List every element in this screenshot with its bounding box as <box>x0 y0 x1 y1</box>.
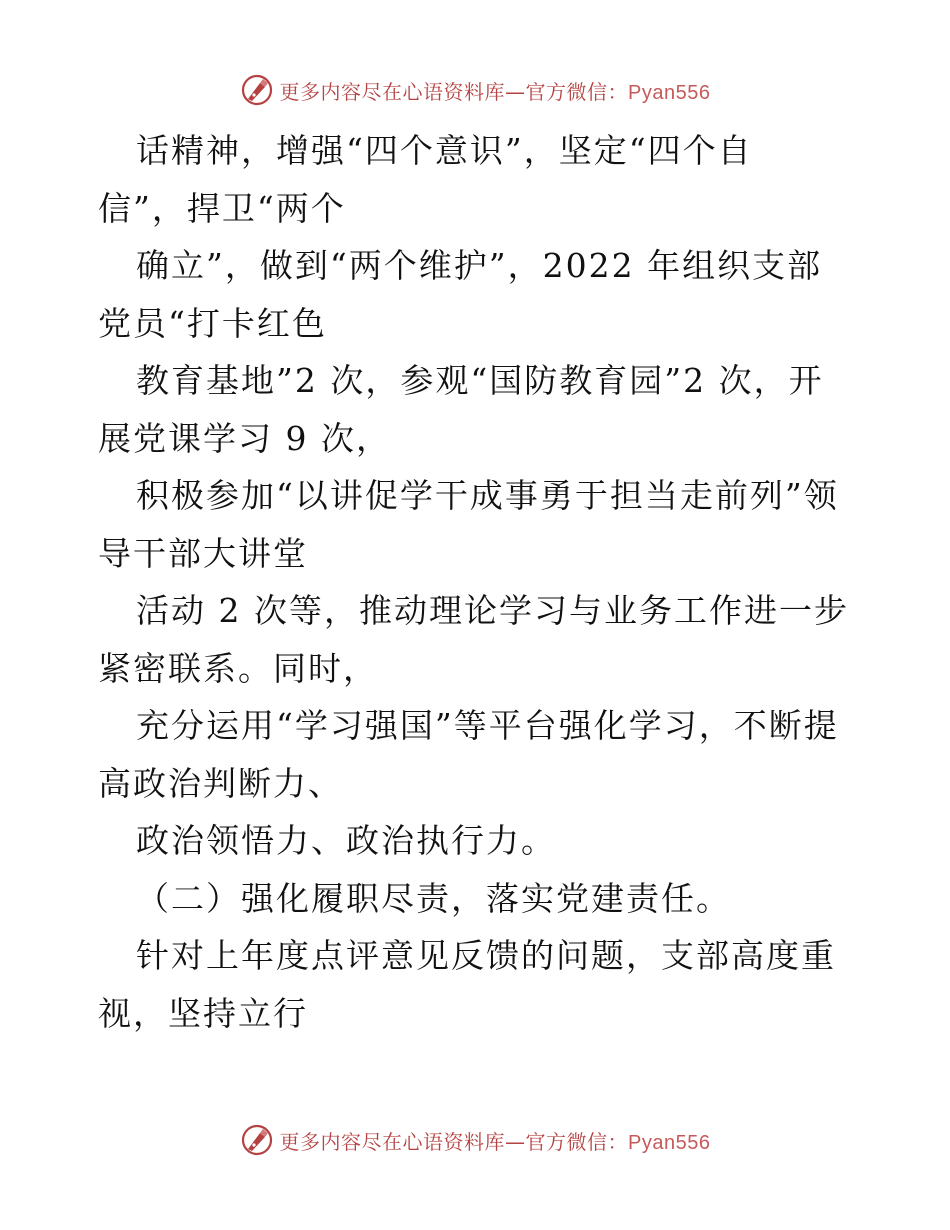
text-line: 积极参加“以讲促学干成事勇于担当走前列”领 <box>136 476 839 515</box>
header-wechat-id: Pyan556 <box>628 81 711 104</box>
text-line: 视，坚持立行 <box>98 993 308 1033</box>
text-line: 展党课学习 9 次， <box>98 418 391 458</box>
text-line: 教育基地”2 次，参观“国防教育园”2 次，开 <box>136 361 824 400</box>
header-banner <box>0 70 950 110</box>
document-body <box>98 122 858 1042</box>
text-line: 紧密联系。同时， <box>98 648 378 688</box>
pen-nib-logo-icon <box>240 73 274 107</box>
text-line: 信”，捍卫“两个 <box>98 188 346 228</box>
text-line: 充分运用“学习强国”等平台强化学习，不断提 <box>136 706 839 745</box>
text-line: 政治领悟力、政治执行力。 <box>136 821 556 860</box>
text-line: 话精神，增强“四个意识”，坚定“四个自 <box>136 131 753 170</box>
text-line: （二）强化履职尽责，落实党建责任。 <box>136 878 731 918</box>
text-line: 高政治判断力、 <box>98 763 343 803</box>
text-line: 确立”，做到“两个维护”，2022 年组织支部 <box>136 246 823 285</box>
footer-wechat-id: Pyan556 <box>628 1131 711 1154</box>
text-line: 针对上年度点评意见反馈的问题，支部高度重 <box>136 936 836 975</box>
text-line: 导干部大讲堂 <box>98 533 308 573</box>
footer-banner-text: 更多内容尽在心语资料库—官方微信：Pyan556 <box>279 1129 711 1154</box>
text-line: 活动 2 次等，推动理论学习与业务工作进一步 <box>136 591 849 630</box>
pen-nib-logo-icon <box>240 1123 274 1157</box>
header-banner-text: 更多内容尽在心语资料库—官方微信：Pyan556 <box>279 79 711 104</box>
footer-banner <box>0 1120 950 1160</box>
text-line: 党员“打卡红色 <box>98 303 327 343</box>
